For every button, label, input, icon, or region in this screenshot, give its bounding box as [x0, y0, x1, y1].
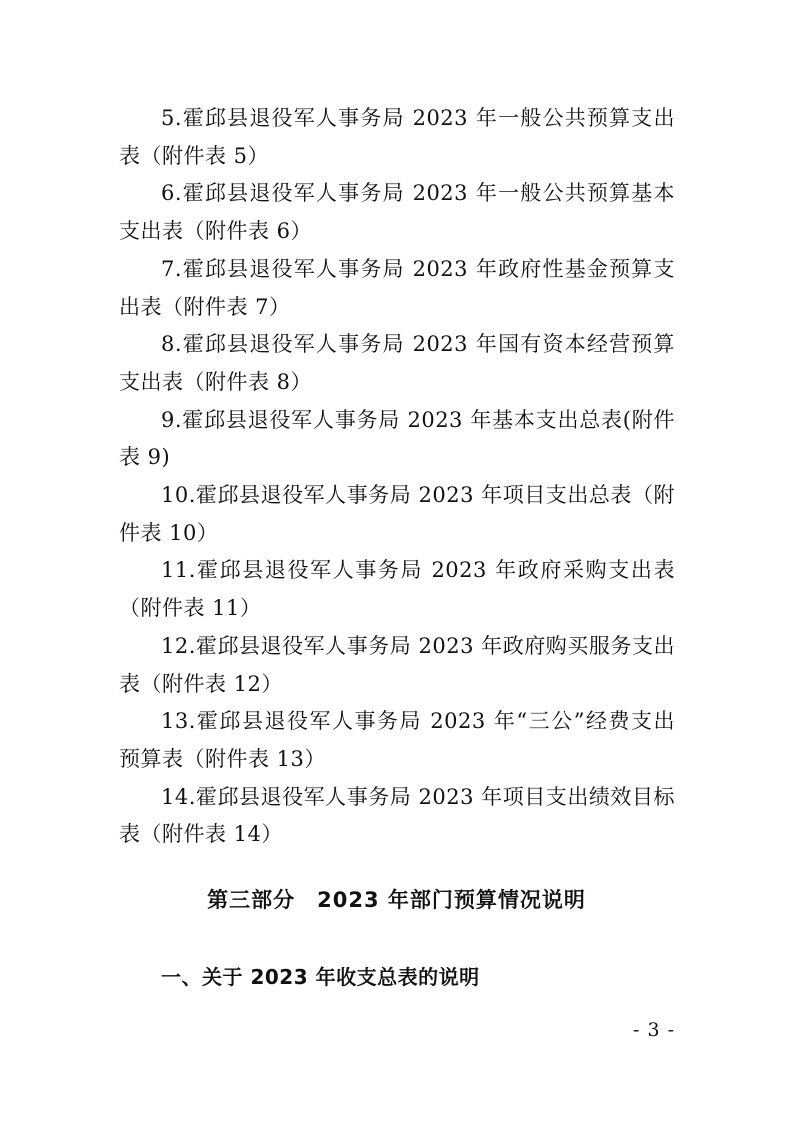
- attachment-item-9: 9.霍邱县退役军人事务局 2023 年基本支出总表(附件表 9): [119, 407, 675, 470]
- attachment-item-13: 13.霍邱县退役军人事务局 2023 年“三公”经费支出预算表（附件表 13）: [119, 709, 675, 771]
- section-heading: 第三部分 2023 年部门预算情况说明: [207, 888, 586, 912]
- attachment-item-12: 12.霍邱县退役军人事务局 2023 年政府购买服务支出表（附件表 12）: [119, 633, 675, 696]
- attachment-item-5: 5.霍邱县退役军人事务局 2023 年一般公共预算支出表（附件表 5）: [119, 106, 675, 168]
- attachment-item-10: 10.霍邱县退役军人事务局 2023 年项目支出总表（附件表 10）: [119, 483, 675, 545]
- attachment-list: [119, 100, 675, 854]
- attachment-item-6: 6.霍邱县退役军人事务局 2023 年一般公共预算基本支出表（附件表 6）: [119, 181, 675, 244]
- attachment-item-11: 11.霍邱县退役军人事务局 2023 年政府采购支出表（附件表 11）: [119, 558, 675, 621]
- page-number: - 3 -: [632, 1019, 675, 1041]
- attachment-item-14: 14.霍邱县退役军人事务局 2023 年项目支出绩效目标表（附件表 14）: [119, 784, 675, 847]
- sub-heading: 一、关于 2023 年收支总表的说明: [161, 965, 480, 989]
- attachment-item-8: 8.霍邱县退役军人事务局 2023 年国有资本经营预算支出表（附件表 8）: [119, 332, 675, 394]
- attachment-item-7: 7.霍邱县退役军人事务局 2023 年政府性基金预算支出表（附件表 7）: [119, 256, 675, 319]
